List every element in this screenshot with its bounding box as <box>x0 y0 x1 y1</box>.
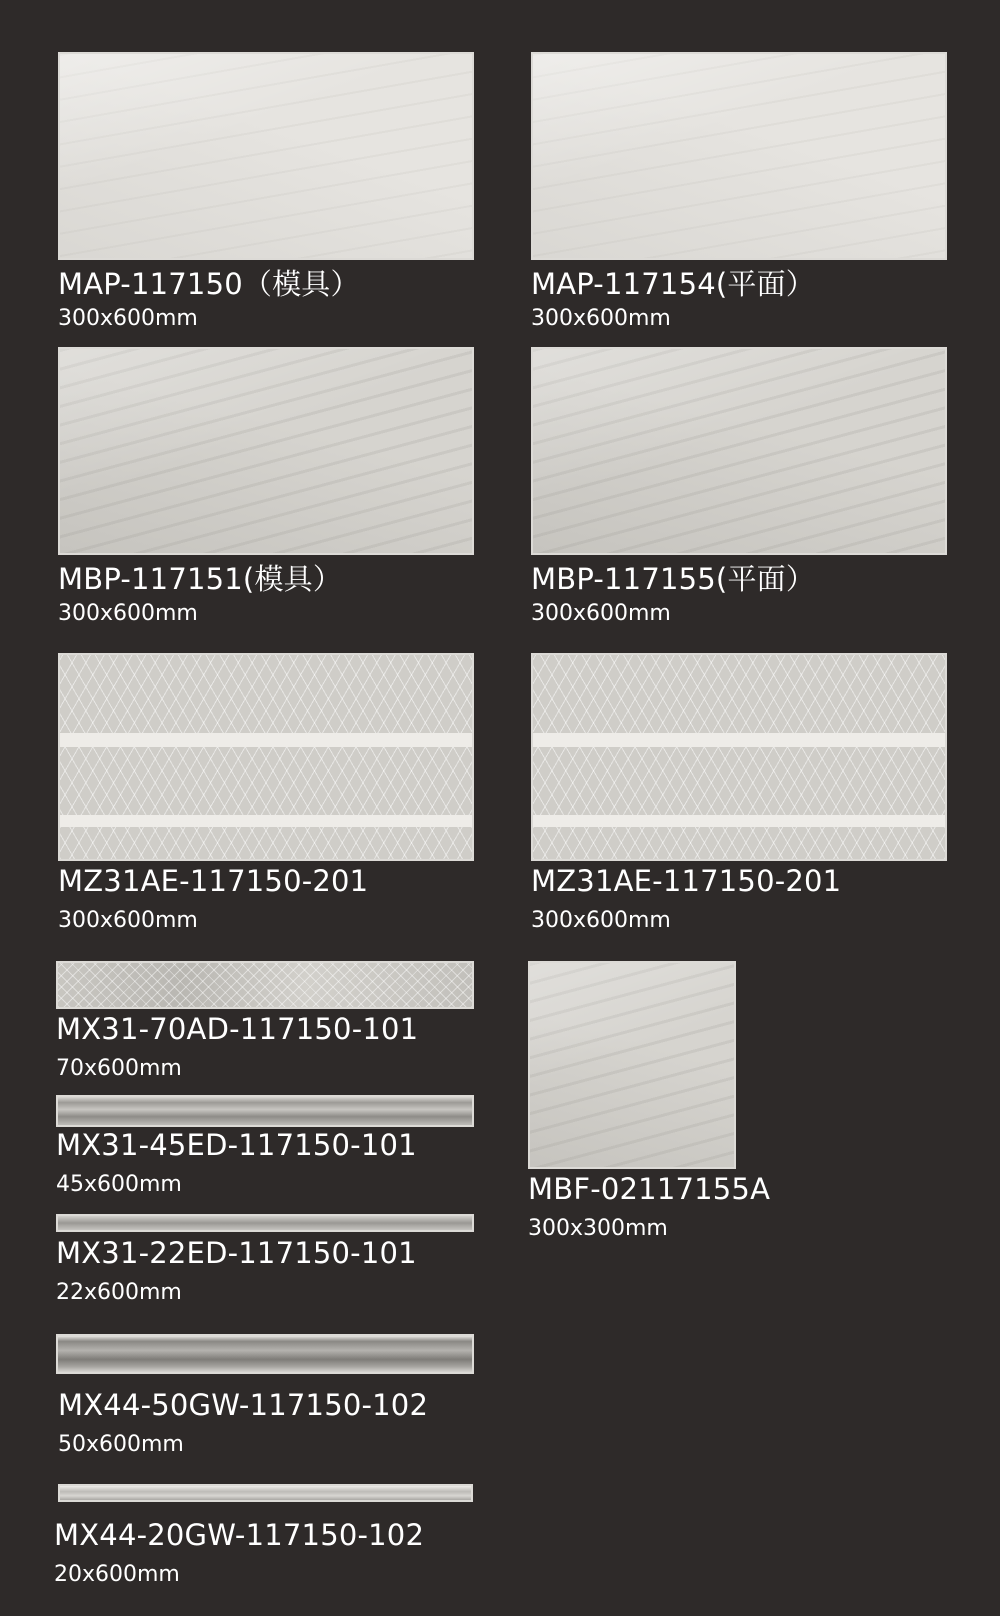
product-code: MX31-70AD-117150-101 <box>56 1012 419 1046</box>
tile-image-mbp-117155 <box>531 347 947 555</box>
product-code: MBP-117151(模具） <box>58 562 343 596</box>
tile-image-mbf-02117155a <box>528 961 736 1169</box>
product-code: MBP-117155(平面） <box>531 562 816 596</box>
product-code: MBF-02117155A <box>528 1172 771 1206</box>
product-size: 70x600mm <box>56 1056 182 1081</box>
tile-image-map-117150 <box>58 52 474 260</box>
product-code: MAP-117154(平面） <box>531 267 815 301</box>
product-size: 300x600mm <box>531 306 671 331</box>
tile-image-decor-right <box>531 653 947 861</box>
tile-image-molding-50 <box>56 1334 474 1374</box>
product-code: MX44-50GW-117150-102 <box>58 1388 429 1422</box>
product-size: 300x600mm <box>58 601 198 626</box>
product-code: MZ31AE-117150-201 <box>58 864 369 898</box>
product-size: 20x600mm <box>54 1562 180 1587</box>
product-size: 300x600mm <box>531 601 671 626</box>
product-code: MZ31AE-117150-201 <box>531 864 842 898</box>
tile-image-decor-left <box>58 653 474 861</box>
tile-image-molding-20 <box>58 1484 473 1502</box>
product-size: 300x600mm <box>531 908 671 933</box>
product-size: 45x600mm <box>56 1172 182 1197</box>
tile-image-map-117154 <box>531 52 947 260</box>
product-size: 22x600mm <box>56 1280 182 1305</box>
product-size: 300x600mm <box>58 306 198 331</box>
product-code: MX31-45ED-117150-101 <box>56 1128 417 1162</box>
tile-image-molding-22 <box>56 1214 474 1232</box>
product-size: 50x600mm <box>58 1432 184 1457</box>
product-code: MAP-117150（模具） <box>58 267 360 301</box>
tile-image-molding-45 <box>56 1095 474 1127</box>
product-code: MX31-22ED-117150-101 <box>56 1236 417 1270</box>
tile-image-border-70 <box>56 961 474 1009</box>
product-size: 300x600mm <box>58 908 198 933</box>
product-size: 300x300mm <box>528 1216 668 1241</box>
product-code: MX44-20GW-117150-102 <box>54 1518 425 1552</box>
tile-image-mbp-117151 <box>58 347 474 555</box>
